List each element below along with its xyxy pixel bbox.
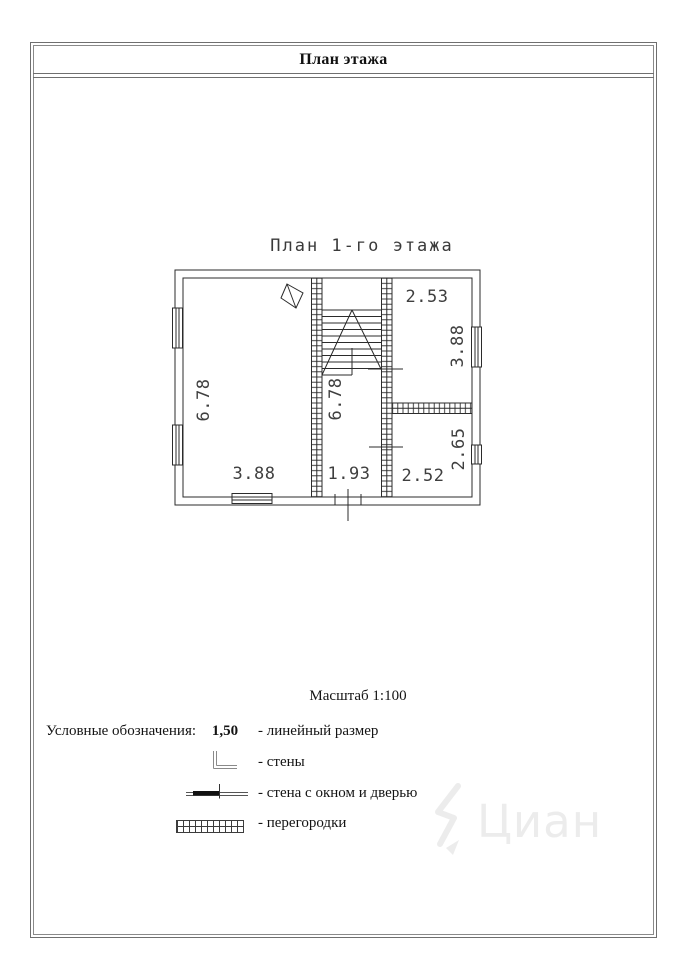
legend-item-wall-window-door: - стена с окном и дверью xyxy=(258,785,418,801)
partition-hatch-icon xyxy=(176,820,244,833)
dimension-label-bottom-right-height: 2.65 xyxy=(449,427,469,471)
window-right-bottom xyxy=(472,445,482,464)
cian-logo-icon xyxy=(426,778,478,856)
plan-title: План 1-го этажа xyxy=(270,236,454,256)
legend-item-linear-dimension: - линейный размер xyxy=(258,723,379,739)
wall-corner-icon xyxy=(212,750,238,770)
window-left-bottom xyxy=(173,425,183,465)
window-right-top xyxy=(472,327,482,367)
legend-item-partitions: - перегородки xyxy=(258,815,347,831)
dimension-label-left-room-height: 6.78 xyxy=(194,378,214,422)
title-separator xyxy=(33,73,654,78)
dimension-label-top-right-height: 3.88 xyxy=(448,324,468,368)
dimension-label-bottom-right-width: 2.52 xyxy=(401,466,445,486)
window-bottom xyxy=(232,494,272,504)
legend-item-walls: - стены xyxy=(258,754,305,770)
dimension-label-left-room-width: 3.88 xyxy=(232,464,276,484)
legend-dimension-sample: 1,50 xyxy=(211,723,239,739)
window-left-top xyxy=(173,308,183,348)
cian-watermark xyxy=(426,778,656,858)
wall-window-door-icon xyxy=(186,782,248,800)
page-title: План этажа xyxy=(299,51,388,68)
scale-label: Масштаб 1:100 xyxy=(309,688,407,704)
dimension-label-hall-width: 1.93 xyxy=(327,464,371,484)
legend-title: Условные обозначения: xyxy=(46,723,197,739)
dimension-label-top-right-width: 2.53 xyxy=(405,287,449,307)
cian-watermark-text: Циан xyxy=(477,795,603,848)
dimension-label-hall-height: 6.78 xyxy=(326,377,346,421)
